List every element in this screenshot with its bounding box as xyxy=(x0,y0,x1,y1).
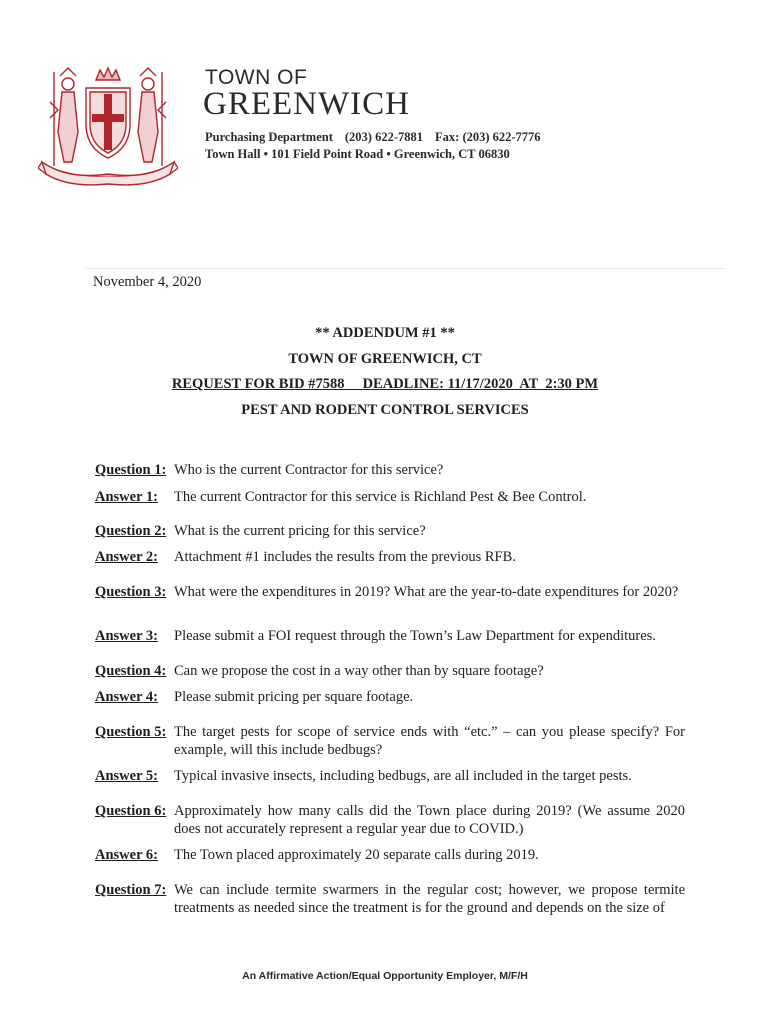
question-4-label: Question 4: xyxy=(95,663,167,679)
question-7-label: Question 7: xyxy=(95,882,167,898)
answer-3-label: Answer 3: xyxy=(95,628,158,644)
question-6 xyxy=(95,802,685,838)
letterhead-department: Purchasing Department xyxy=(205,130,333,144)
question-4-text: Can we propose the cost in a way other than by square footage? xyxy=(174,663,544,679)
answer-2-label: Answer 2: xyxy=(95,549,158,565)
answer-3-text: Please submit a FOI request through the Town’s Law Department for expenditures. xyxy=(174,628,656,644)
letterhead-address: Town Hall • 101 Field Point Road • Greenwich, CT 06830 xyxy=(205,147,510,161)
footer-eeo-statement: An Affirmative Action/Equal Opportunity Employer, M/F/H xyxy=(242,970,528,982)
question-4 xyxy=(95,662,685,680)
letterhead-fax: Fax: (203) 622-7776 xyxy=(435,130,541,144)
answer-6-text: The Town placed approximately 20 separate calls during 2019. xyxy=(174,847,539,863)
scan-artifact-divider xyxy=(85,268,725,269)
answer-5-label: Answer 5: xyxy=(95,768,158,784)
question-3 xyxy=(95,583,685,601)
answer-5 xyxy=(95,767,685,785)
answer-4-text: Please submit pricing per square footage. xyxy=(174,689,414,705)
question-6-label: Question 6: xyxy=(95,803,167,819)
letterhead-contact-line xyxy=(205,130,541,145)
question-5-text: The target pests for scope of service ends with “etc.” – can you please specify? For example, will this include bedbugs? xyxy=(174,724,685,758)
answer-1-label: Answer 1: xyxy=(95,489,158,505)
heading-addendum: ** ADDENDUM #1 ** xyxy=(315,325,455,341)
question-7-text: We can include termite swarmers in the regular cost; however, we propose termite treatments as needed since the treatment is for the ground and depends on the size of xyxy=(174,882,685,916)
question-3-text: What were the expenditures in 2019? What are the year-to-date expenditures for 2020? xyxy=(174,584,679,600)
document-date: November 4, 2020 xyxy=(93,274,202,290)
answer-2-text: Attachment #1 includes the results from the previous RFB. xyxy=(174,549,516,565)
heading-town: TOWN OF GREENWICH, CT xyxy=(288,351,482,367)
answer-2 xyxy=(95,548,685,566)
question-6-text: Approximately how many calls did the Town place during 2019? (We assume 2020 does not accurately represent a regular year due to COVID.) xyxy=(174,803,685,837)
answer-1-text: The current Contractor for this service is Richland Pest & Bee Control. xyxy=(174,489,587,505)
answer-4-label: Answer 4: xyxy=(95,689,158,705)
answer-4 xyxy=(95,688,685,706)
heading-service: PEST AND RODENT CONTROL SERVICES xyxy=(241,402,529,418)
heading-bid-deadline: REQUEST FOR BID #7588 DEADLINE: 11/17/2020 AT 2:30 PM xyxy=(171,376,599,392)
answer-6-label: Answer 6: xyxy=(95,847,158,863)
answer-6 xyxy=(95,846,685,864)
question-7 xyxy=(95,881,685,917)
question-5-label: Question 5: xyxy=(95,724,167,740)
question-1 xyxy=(95,461,685,479)
question-5 xyxy=(95,723,685,759)
question-2-label: Question 2: xyxy=(95,523,167,539)
question-2-text: What is the current pricing for this service? xyxy=(174,523,426,539)
question-2 xyxy=(95,522,685,540)
town-seal-icon xyxy=(38,62,178,194)
letterhead-town-of: TOWN OF xyxy=(205,66,308,89)
answer-1 xyxy=(95,488,685,506)
question-1-text: Who is the current Contractor for this service? xyxy=(174,462,444,478)
question-1-label: Question 1: xyxy=(95,462,167,478)
answer-3 xyxy=(95,627,685,645)
letterhead-phone: (203) 622-7881 xyxy=(344,130,424,144)
question-3-label: Question 3: xyxy=(95,584,167,600)
answer-5-text: Typical invasive insects, including bedbugs, are all included in the target pests. xyxy=(174,768,632,784)
letterhead-town-name: GREENWICH xyxy=(203,86,410,122)
